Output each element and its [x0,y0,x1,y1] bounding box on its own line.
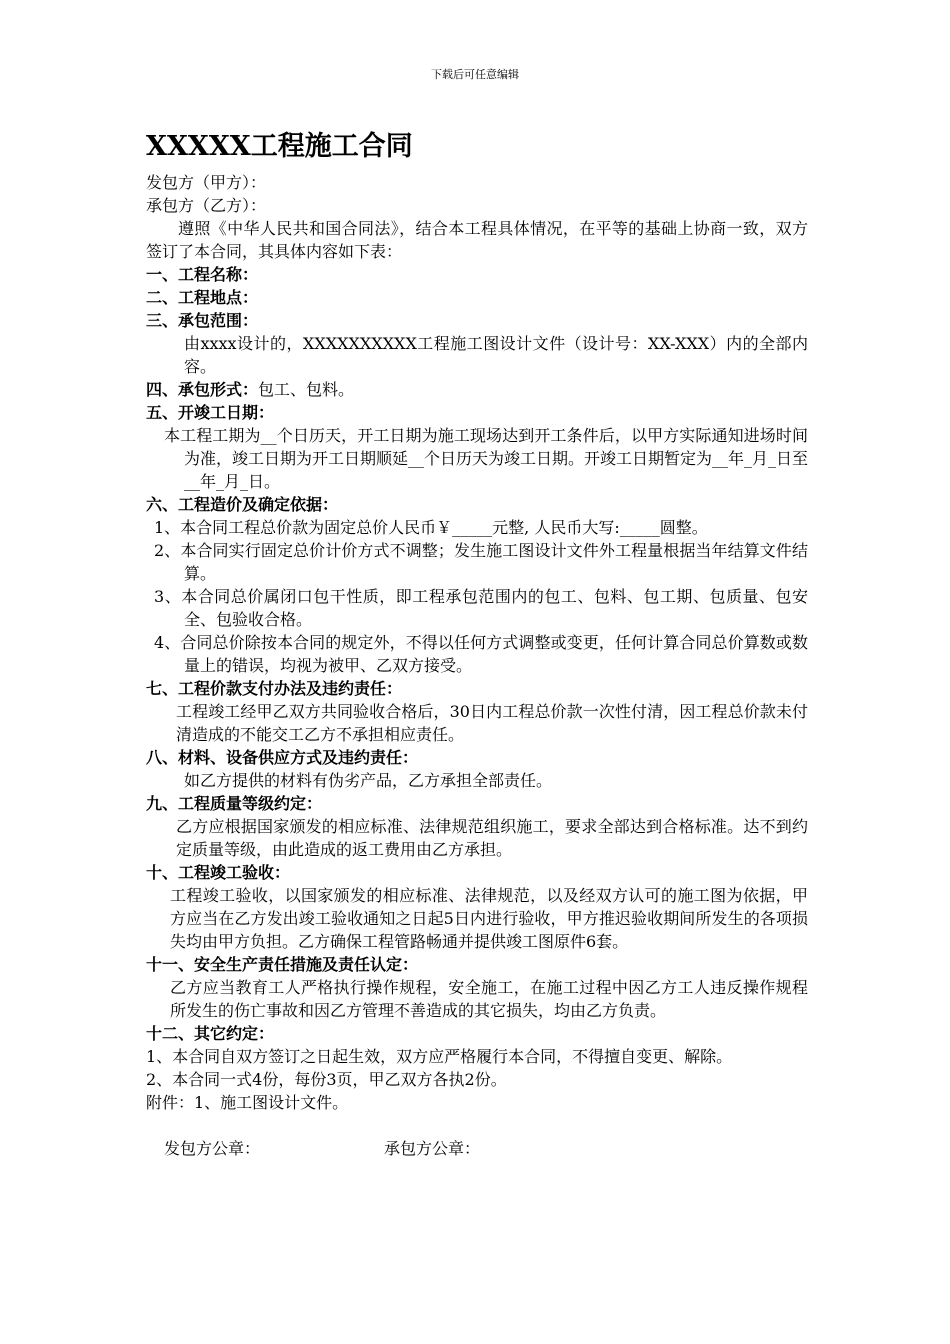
section-9-text: 乙方应根据国家颁发的相应标准、法律规范组织施工，要求全部达到合格标准。达不到约定质量等级，由此造成的返工费用由乙方承担。 [176,817,808,859]
section-4-heading: 四、承包形式： [146,380,259,399]
section-6-heading: 六、工程造价及确定依据： [146,495,339,514]
spacer [146,1114,808,1137]
section-9-heading: 九、工程质量等级约定： [146,794,323,813]
section-2-heading: 二、工程地点： [146,288,259,307]
party-b-seal-label: 承包方公章： [384,1139,481,1158]
intro-paragraph: 遵照《中华人民共和国合同法》，结合本工程具体情况，在平等的基础上协商一致，双方签订了本合同，其具体内容如下表： [146,219,808,261]
section-3-text: 由xxxx设计的，XXXXXXXXXX工程施工图设计文件（设计号：XX-XXX）内的全部内容。 [184,334,808,376]
attachment-line: 附件：1、施工图设计文件。 [146,1093,349,1112]
section-6-item: 3、本合同总价属闭口包干性质，即工程承包范围内的包工、包料、包工期、包质量、包安全、包验收合格。 [154,587,808,629]
section-3-heading: 三、承包范围： [146,311,259,330]
section-12-item: 1、本合同自双方签订之日起生效，双方应严格履行本合同，不得擅自变更、解除。 [146,1047,733,1066]
seal-row [146,1137,808,1160]
section-12-item: 2、本合同一式4份，每份3页，甲乙双方各执2份。 [146,1070,507,1089]
section-4-value: 包工、包料。 [258,380,355,399]
section-6-item: 1、本合同工程总价款为固定总价人民币￥_____元整, 人民币大写:_____圆整。 [154,518,708,537]
section-6-item: 4、合同总价除按本合同的规定外，不得以任何方式调整或变更，任何计算合同总价算数或数量上的错误，均视为被甲、乙双方接受。 [154,633,808,675]
section-5-text: 本工程工期为__个日历天，开工日期为施工现场达到开工条件后，以甲方实际通知进场时间为准，竣工日期为开工日期顺延__个日历天为竣工日期。开竣工日期暂定为__年_月_日至__年_月_日。 [164,426,809,491]
section-5-heading: 五、开竣工日期： [146,403,275,422]
section-11-heading: 十一、安全生产责任措施及责任认定： [146,955,419,974]
party-b-label: 承包方（乙方）： [146,196,267,215]
section-8-text: 如乙方提供的材料有伪劣产品，乙方承担全部责任。 [184,771,553,790]
section-10-heading: 十、工程竣工验收： [146,863,291,882]
section-7-text: 工程竣工经甲乙双方共同验收合格后，30日内工程总价款一次性付清，因工程总价款未付清造成的不能交工乙方不承担相应责任。 [176,702,808,744]
party-a-seal-label: 发包方公章： [164,1139,261,1158]
section-11-text: 乙方应当教育工人严格执行操作规程，安全施工，在施工过程中因乙方工人违反操作规程所发生的伤亡事故和因乙方管理不善造成的其它损失，均由乙方负责。 [170,978,808,1020]
section-10-text: 工程竣工验收，以国家颁发的相应标准、法律规范，以及经双方认可的施工图为依据，甲方应当在乙方发出竣工验收通知之日起5日内进行验收，甲方推迟验收期间所发生的各项损失均由甲方负担。乙方确保工程管路畅通并提供竣工图原件6套。 [170,886,808,951]
section-7-heading: 七、工程价款支付办法及违约责任： [146,679,403,698]
party-a-label: 发包方（甲方）： [146,173,267,192]
section-4-row [146,378,808,401]
document-title: XXXXX工程施工合同 [146,131,413,162]
section-6-item: 2、本合同实行固定总价计价方式不调整；发生施工图设计文件外工程量根据当年结算文件结算。 [154,541,808,583]
section-12-heading: 十二、其它约定： [146,1024,275,1043]
section-8-heading: 八、材料、设备供应方式及违约责任： [146,748,419,767]
section-1-heading: 一、工程名称： [146,265,259,284]
page-header: 下载后可任意编辑 [431,68,519,81]
contract-document [146,128,808,1160]
